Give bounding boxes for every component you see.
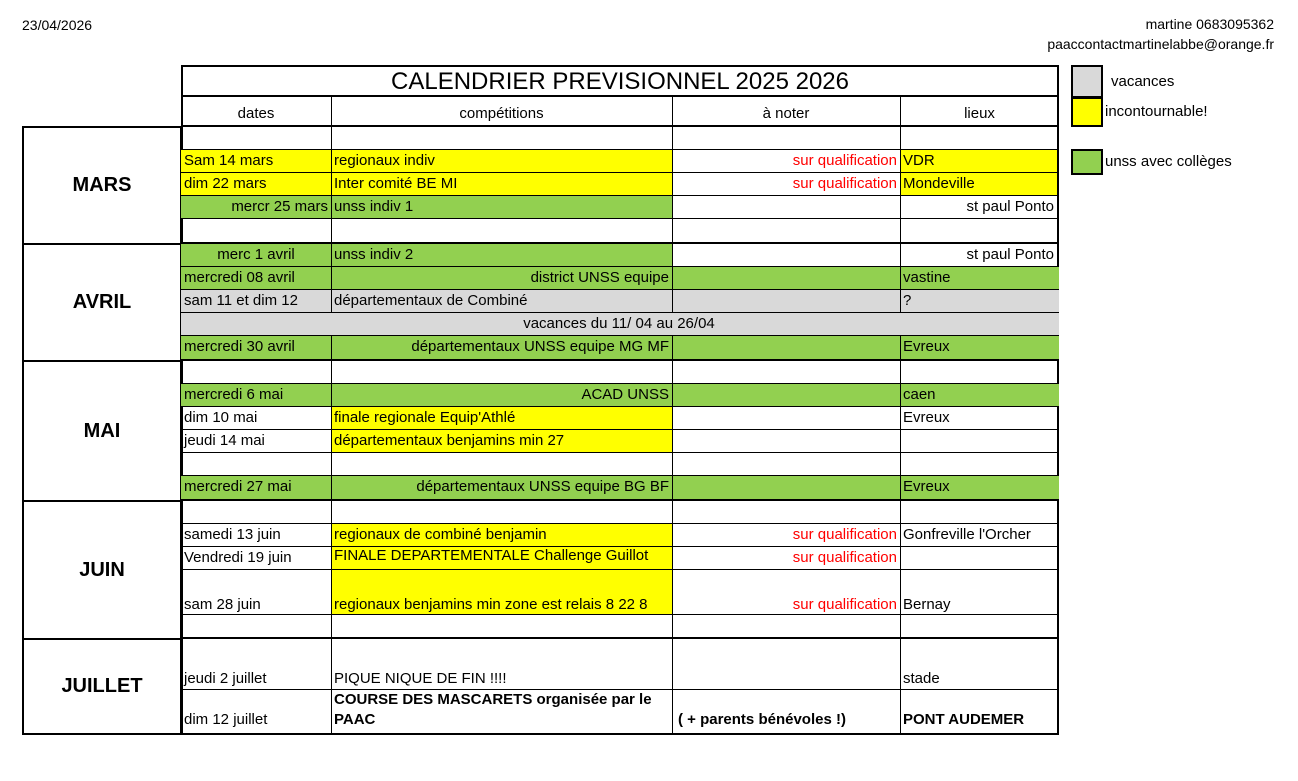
table-row [181, 196, 1059, 219]
table-row [181, 150, 1059, 173]
row-competition: départementaux UNSS equipe MG MF [411, 338, 669, 355]
row-date: merc 1 avril [181, 244, 331, 266]
table-row [181, 361, 1059, 384]
table-row [181, 453, 1059, 476]
table-row [181, 501, 1059, 524]
row-date: dim 10 mai [184, 409, 258, 426]
row-date: mercredi 6 mai [184, 386, 284, 403]
month-avril: AVRIL [22, 243, 182, 362]
column-divider [331, 97, 332, 313]
row-competition: unss indiv 2 [331, 244, 672, 266]
row-lieu [900, 430, 1057, 452]
row-lieu: Bernay [903, 596, 951, 613]
table-row [181, 407, 1059, 430]
contact-name: martine 0683095362 [1145, 16, 1274, 32]
table-row [181, 244, 1059, 267]
row-date: Vendredi 19 juin [184, 549, 292, 566]
row-date: mercredi 27 mai [184, 478, 292, 495]
row-competition: PIQUE NIQUE DE FIN !!!! [334, 670, 507, 687]
legend-incontournable-label: incontournable! [1105, 103, 1208, 120]
legend-unss-swatch [1071, 149, 1103, 175]
table-row [181, 267, 1059, 290]
column-divider [900, 97, 901, 313]
month-mai: MAI [22, 360, 182, 502]
table-row [181, 219, 1059, 243]
column-divider [331, 336, 332, 734]
row-note [672, 639, 900, 689]
row-lieu: vastine [903, 269, 951, 286]
month-separator [181, 499, 1059, 501]
col-header-note: à noter [672, 97, 900, 127]
table-row [181, 547, 1059, 570]
row-date: sam 11 et dim 12 [184, 292, 298, 309]
row-lieu: Evreux [903, 338, 950, 355]
table-row [181, 524, 1059, 547]
row-note: sur qualification [792, 175, 897, 192]
row-note: sur qualification [792, 596, 897, 613]
row-competition: FINALE DEPARTEMENTALE Challenge Guillot [331, 547, 672, 569]
row-lieu: Evreux [903, 409, 950, 426]
row-note [672, 430, 900, 452]
month-separator [181, 359, 1059, 361]
row-competition [331, 690, 672, 734]
row-date: jeudi 14 mai [184, 432, 265, 449]
contact-email: paaccontactmartinelabbe@orange.fr [1047, 36, 1274, 52]
row-date: sam 28 juin [184, 596, 261, 613]
row-date: Sam 14 mars [181, 150, 331, 172]
row-lieu: Gonfreville l'Orcher [903, 526, 1031, 543]
row-lieu: VDR [900, 150, 1057, 172]
calendar-title: CALENDRIER PREVISIONNEL 2025 2026 [181, 65, 1059, 97]
row-note [672, 196, 900, 218]
row-competition-line2: PAAC [334, 711, 376, 728]
table-row [181, 639, 1059, 690]
row-note [672, 267, 900, 289]
row-note [672, 244, 900, 266]
column-divider [672, 336, 673, 734]
table-row [181, 570, 1059, 615]
row-note: sur qualification [792, 526, 897, 543]
month-juillet: JUILLET [22, 638, 182, 735]
row-note: ( + parents bénévoles !) [678, 711, 846, 728]
row-lieu [900, 547, 1057, 569]
table-row-vacances [181, 313, 1059, 336]
month-separator [181, 637, 1059, 639]
row-note: sur qualification [792, 152, 897, 169]
table-row [181, 127, 1059, 150]
col-header-lieux: lieux [900, 97, 1059, 127]
legend-vacances-label: vacances [1111, 73, 1175, 90]
row-date: jeudi 2 juillet [184, 670, 267, 687]
row-competition: regionaux de combiné benjamin [331, 524, 672, 546]
row-note [672, 336, 900, 359]
row-competition-line1: COURSE DES MASCARETS organisée par le [334, 691, 652, 708]
row-date: dim 22 mars [181, 173, 331, 195]
row-competition: départementaux benjamins min 27 [331, 430, 672, 452]
legend-vacances-swatch [1071, 65, 1103, 98]
table-row [181, 336, 1059, 360]
row-lieu: st paul Ponto [966, 198, 1054, 215]
row-lieu: ? [903, 292, 912, 309]
row-competition: Inter comité BE MI [331, 173, 672, 195]
row-competition: regionaux benjamins min zone est relais 8 22 8 [331, 570, 672, 614]
row-lieu: st paul Ponto [966, 246, 1054, 263]
row-note [672, 384, 900, 406]
row-date: mercredi 30 avril [184, 338, 295, 355]
row-note [672, 476, 900, 499]
table-row [181, 430, 1059, 453]
row-competition: regionaux indiv [331, 150, 672, 172]
row-date: mercredi 08 avril [184, 269, 295, 286]
row-date: mercr 25 mars [181, 196, 331, 218]
column-divider [672, 97, 673, 313]
column-divider [900, 336, 901, 734]
row-competition: ACAD UNSS [581, 386, 669, 403]
table-row [181, 690, 1059, 734]
row-note [672, 290, 900, 312]
row-lieu: stade [903, 670, 940, 687]
row-date: dim 12 juillet [184, 711, 268, 728]
row-competition: unss indiv 1 [331, 196, 672, 218]
col-header-competitions: compétitions [331, 97, 672, 127]
col-header-dates: dates [181, 97, 331, 127]
contact-block [1047, 14, 1274, 54]
row-note [672, 407, 900, 429]
table-row [181, 476, 1059, 500]
row-lieu: Mondeville [900, 173, 1057, 195]
row-competition: départementaux UNSS equipe BG BF [416, 478, 669, 495]
legend-incontournable-swatch [1071, 97, 1103, 127]
table-row [181, 173, 1059, 196]
document-date: 23/04/2026 [22, 17, 93, 33]
month-juin: JUIN [22, 500, 182, 640]
table-row [181, 290, 1059, 313]
legend-unss-label: unss avec collèges [1105, 153, 1232, 170]
table-row [181, 384, 1059, 407]
table-row [181, 615, 1059, 639]
row-vacances-text: vacances du 11/ 04 au 26/04 [523, 315, 715, 332]
row-note: sur qualification [792, 549, 897, 566]
row-date: samedi 13 juin [184, 526, 281, 543]
row-lieu: Evreux [903, 478, 950, 495]
row-lieu: PONT AUDEMER [903, 711, 1025, 728]
row-competition: district UNSS equipe [530, 269, 669, 286]
month-separator [181, 242, 1059, 244]
row-competition: départementaux de Combiné [334, 292, 528, 309]
month-mars: MARS [22, 126, 182, 245]
row-competition: finale regionale Equip'Athlé [331, 407, 672, 429]
row-lieu: caen [903, 386, 936, 403]
